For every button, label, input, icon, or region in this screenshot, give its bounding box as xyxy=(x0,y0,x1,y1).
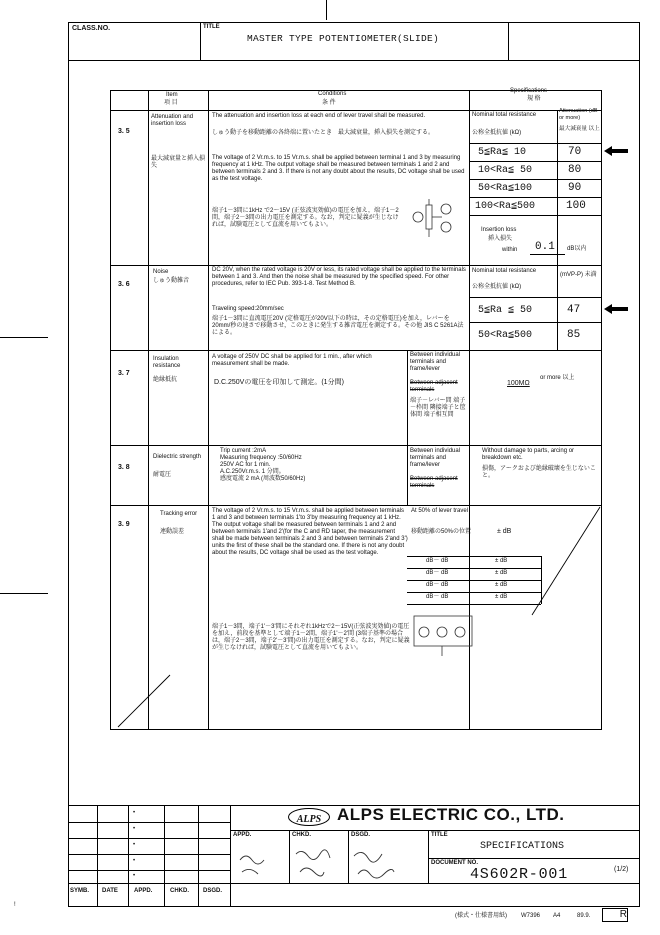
appd2-label: APPD. xyxy=(134,888,153,894)
attn-value: 70 xyxy=(568,146,582,158)
footer-sep xyxy=(128,805,129,907)
insertion-value: 0.1 xyxy=(535,241,555,253)
noise-range: 5≦Ra ≦ 50 xyxy=(478,305,533,316)
attn-value: 90 xyxy=(568,182,582,194)
company-name: ALPS ELECTRIC CO., LTD. xyxy=(337,805,565,824)
header-item: Item xyxy=(166,92,178,98)
spec-head-jp: 公称全抵抗値 (kΩ) xyxy=(472,130,522,136)
form-no: W7396 xyxy=(521,913,541,919)
header-sep xyxy=(508,22,509,60)
cond-text: Traveling speed:20mm/sec xyxy=(212,306,284,312)
footer-sep xyxy=(198,805,199,907)
symb-label: SYMB. xyxy=(70,888,90,894)
cond-text-jp: 端子1－3間，端子1'－3'間にそれぞれ1kHzで2～15V(正弦波実効値)の電圧を加え，前段を基準として端子1－2間，端子1'－2'間 (3端子基準の場合は，端子2－3間，端子2'－3'間)の出力電圧を測定する。なお，判定に疑義が生じなければ，試験電圧として直流を用いてもよい。 xyxy=(212,624,410,651)
signatures xyxy=(234,842,424,882)
form-rev: 89.9. xyxy=(577,913,591,919)
noise-value: 47 xyxy=(567,304,581,316)
tracking-circuit-diagram xyxy=(412,612,474,658)
cond-text: The voltage of 2 Vr.m.s. to 15 Vr.m.s. shall be applied between terminal 1 and 3 by measuring frequency at 1 kHz. The output voltage shall be measured between terminals 1 and 2 and between terminals 2 and 3. If there is not any doubt about the results, DC voltage shall be used as the test voltage. xyxy=(212,155,465,182)
dsgd2-label: DSGD. xyxy=(203,888,223,894)
tracking-db: dB－ dB xyxy=(426,570,449,576)
spec-head: Nominal total resistance xyxy=(472,112,537,118)
cond-text: DC 20V, when the rated voltage is 20V or less, its rated voltage shall be applied to the terminals between 1 and 3. And then the noise shall be measured by the specified speed. For other procedures, refer to IEC Pub. 393-1-8. Test Method B. xyxy=(212,267,466,287)
header-conditions: Conditions xyxy=(318,91,347,97)
header-item-jp: 項 目 xyxy=(164,100,178,106)
form-size: A4 xyxy=(553,913,561,919)
footer-title: SPECIFICATIONS xyxy=(480,841,565,852)
noise-range: 50<Ra≦500 xyxy=(478,330,533,341)
tracking-pm: ± dB xyxy=(495,582,508,588)
footer-line xyxy=(428,858,640,859)
chkd2-label: CHKD. xyxy=(170,888,189,894)
spec-line xyxy=(469,215,602,216)
footer-line xyxy=(68,838,230,839)
between-sep xyxy=(407,350,408,505)
cond-text: The voltage of 2 Vr.m.s. to 15 Vr.m.s. shall be applied between terminals 1 and 3 and between terminals 1'to 3'by measuring frequency at 1 kHz. The output voltage shall be measured between terminals 1 and 2 and between terminals 1'and 2'(for the C and RD taper, the measurement shall be made between terminals 2 and 3 and between terminals 2'and 3') units the first of these shall be the standard one. If there is not any doubt about the results, DC voltage shall be used as the test voltage. xyxy=(212,508,408,556)
cond-text-jp: 端子1－3間に1kHz で2～15V (正弦波実効値)の電圧を加え，端子1－2間，端子2－3間の出力電圧を測定する。なお，判定に疑義が生じなければ，試験電圧として直流を用いてもよい。 xyxy=(212,208,399,228)
row-no: 3. 8 xyxy=(118,464,130,471)
row-no: 3. 6 xyxy=(118,281,130,288)
row-item: Insulation resistance xyxy=(153,356,181,369)
footer-sep xyxy=(164,805,165,907)
header-divider xyxy=(68,60,640,61)
attn-value: 100 xyxy=(566,200,586,212)
doc-no-label: DOCUMENT NO. xyxy=(431,860,478,866)
spec-line xyxy=(469,143,602,144)
doc-page: (1/2) xyxy=(614,866,629,873)
header-specifications: Specifications xyxy=(510,88,548,94)
side-mark xyxy=(0,593,48,594)
marker-arrow-icon xyxy=(604,304,628,314)
void-diagonal xyxy=(110,505,602,730)
between-text: Between individual terminals and frame/lever xyxy=(410,448,461,468)
spec-line xyxy=(469,197,602,198)
insertion-label-jp: 挿入損失 xyxy=(488,236,513,242)
row-item-jp: 耐電圧 xyxy=(153,472,172,478)
header-conditions-jp: 条 件 xyxy=(322,100,336,106)
spec-head: (mVP-P) 未満 xyxy=(560,272,597,278)
insertion-label: Insertion loss xyxy=(481,227,517,233)
row-no: 3. 5 xyxy=(118,128,130,135)
tracking-db: dB－ dB xyxy=(426,558,449,564)
cond-text-jp: しゅう動子を移動距離の各終端に置いたとき 最大減衰量，挿入損失を測定する。 xyxy=(212,130,435,136)
between-text-jp: 端子－レバー間 端子－枠間 隣接端子と筐体間 端子相互間 xyxy=(410,398,466,418)
dot: • xyxy=(133,858,136,864)
spec-head-jp: 公称全抵抗値 (kΩ) xyxy=(472,284,522,290)
attn-range: 100<Ra≦500 xyxy=(475,201,536,212)
footer-sep xyxy=(428,830,429,883)
cond-text-jp: D.C.250Vの電圧を印加して測定。(1分間) xyxy=(214,379,344,386)
cond-text: Trip current :2mA Measuring frequency :50/60Hz 250V AC for 1 min. A.C.250Vr.m.s. 1 分間。 感度電流 2 mA (周波数50/60Hz) xyxy=(220,448,306,482)
insertion-unit: dB以内 xyxy=(567,246,587,252)
form-note: (様式・仕様書用紙) xyxy=(455,913,507,919)
footer-line xyxy=(230,830,640,831)
footer-title-label: TITLE xyxy=(431,832,448,838)
rev-stamp xyxy=(602,908,628,922)
test-circuit-diagram xyxy=(412,197,458,241)
cond-text: The attenuation and insertion loss at each end of lever travel shall be measured. xyxy=(212,113,426,119)
row-sep xyxy=(110,445,602,446)
between-text: Between adjacent terminals xyxy=(410,476,458,489)
spec-head-jp: 最大減衰量 以上 xyxy=(559,126,600,132)
tracking-db: dB－ dB xyxy=(426,594,449,600)
title-label: TITLE xyxy=(203,24,220,30)
chkd-label: CHKD. xyxy=(292,832,311,838)
tracking-pm: ± dB xyxy=(495,570,508,576)
row-no: 3. 9 xyxy=(118,521,130,528)
spec-line xyxy=(469,161,602,162)
appd-label: APPD. xyxy=(233,832,252,838)
class-no-label: CLASS.NO. xyxy=(72,25,111,32)
side-mark xyxy=(0,337,48,338)
spec-sep xyxy=(557,265,558,350)
tracking-head: At 50% of lever travel xyxy=(411,508,469,514)
insertion-within: within xyxy=(502,247,518,253)
underline xyxy=(530,254,565,255)
row-item-jp: 連動誤差 xyxy=(160,529,185,535)
top-tick xyxy=(326,0,327,20)
footer-sep xyxy=(230,805,231,907)
attn-range: 10<Ra≦ 50 xyxy=(478,165,533,176)
row-sep xyxy=(110,350,602,351)
dot: • xyxy=(133,826,136,832)
alps-logo xyxy=(288,808,330,826)
spec-line xyxy=(469,322,602,323)
date-label: DATE xyxy=(102,888,118,894)
header-sep xyxy=(200,22,201,60)
footer-line xyxy=(68,822,230,823)
dielectric-spec-jp: 損傷，アークおよび絶縁破壊を生じないこと。 xyxy=(482,466,596,479)
tracking-db: dB－ dB xyxy=(426,582,449,588)
dielectric-spec: Without damage to parts, arcing or breakdown etc. xyxy=(482,448,575,461)
row-item-jp: しゅう動雑音 xyxy=(153,278,190,284)
marker-arrow-icon xyxy=(604,146,628,156)
footer-line xyxy=(68,854,230,855)
row-item: Dielectric strength xyxy=(153,454,202,460)
table-header-line xyxy=(110,110,602,111)
tracking-pm: ± dB xyxy=(495,558,508,564)
attn-range: 5≦Ra≦ 10 xyxy=(478,147,527,158)
insulation-suffix: or more 以上 xyxy=(540,375,575,381)
dsgd-label: DSGD. xyxy=(351,832,371,838)
cond-text: A voltage of 250V DC shall be applied for 1 min., after which measurement shall be made. xyxy=(212,354,372,367)
tracking-pm: ± dB xyxy=(497,528,512,535)
doc-no: 4S602R-001 xyxy=(470,866,569,883)
footer-line xyxy=(68,883,640,884)
header-specifications-jp: 規 格 xyxy=(527,96,541,102)
row-no: 3. 7 xyxy=(118,370,130,377)
spec-head: Nominal total resistance xyxy=(472,268,537,274)
row-sep xyxy=(110,265,602,266)
spec-line xyxy=(469,179,602,180)
footer-line xyxy=(68,870,230,871)
spec-line xyxy=(469,297,602,298)
tracking-pm: ± dB xyxy=(495,594,508,600)
dot: • xyxy=(133,842,136,848)
attn-value: 80 xyxy=(568,164,582,176)
dot: • xyxy=(133,810,136,816)
document-title: MASTER TYPE POTENTIOMETER(SLIDE) xyxy=(247,33,440,44)
row-item-jp: 最大減衰量と挿入損失 xyxy=(151,156,206,169)
cond-text-jp: 端子1－3間に直流電圧20V (定格電圧が20V以下の時は，その定格電圧)を加え，レバーを20mm/秒の速さで移動させ，このときに発生する雑音電圧を測定する。その他 JIS C 5261A法による。 xyxy=(212,316,464,336)
insulation-value: 100MΩ xyxy=(507,380,530,387)
row-item: Attenuation and insertion loss xyxy=(151,114,194,127)
tracking-head-jp: 移動距離の50%の位置 xyxy=(411,529,472,535)
noise-value: 85 xyxy=(567,329,581,341)
row-item: Noise xyxy=(153,269,169,275)
spec-sep xyxy=(557,110,558,265)
spec-head: Attenuation (dB or more) xyxy=(559,108,598,121)
between-text: Between individual terminals and frame/lever xyxy=(410,352,461,372)
row-item: Tracking error xyxy=(160,511,198,517)
footer-sep xyxy=(97,805,98,907)
between-text: Between adjacent terminals xyxy=(410,380,458,393)
attn-range: 50<Ra≦100 xyxy=(478,183,533,194)
margin-mark: ! xyxy=(14,902,16,908)
stamp-text: R xyxy=(619,909,627,920)
dot: • xyxy=(133,873,136,879)
row-item-jp: 絶縁抵抗 xyxy=(153,377,178,383)
logo-text: ALPS xyxy=(296,814,322,825)
